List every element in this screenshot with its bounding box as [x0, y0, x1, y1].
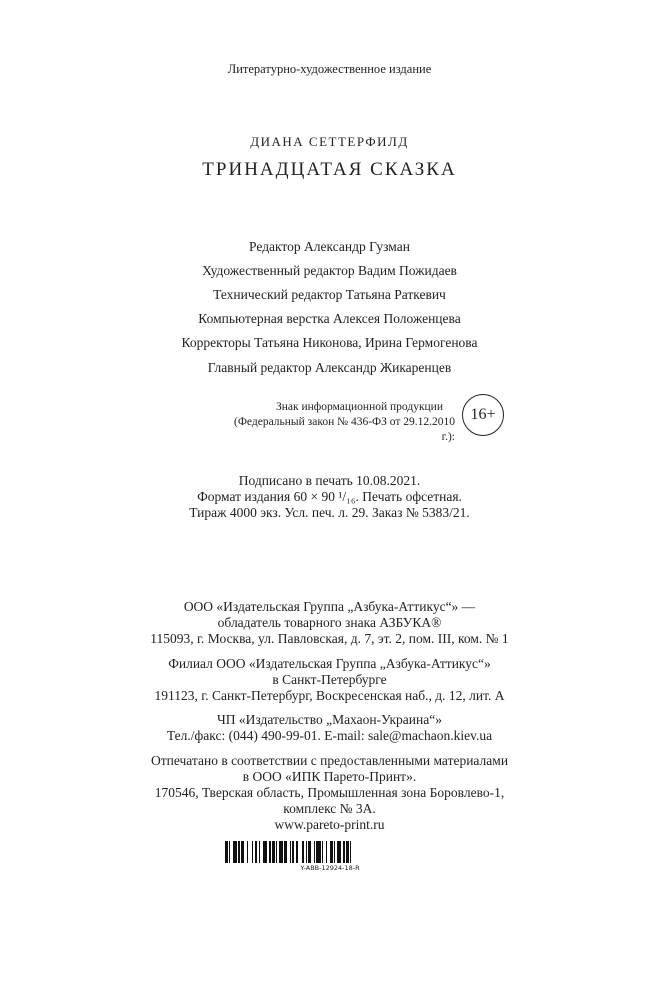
age-mark-line1: Знак информационной продукции [276, 401, 443, 413]
publisher-line: обладатель товарного знака АЗБУКА® [217, 615, 442, 630]
publisher-line: ООО «Издательская Группа „Азбука-Аттикус“» — [183, 599, 476, 614]
print-info-line: Подписано в печать 10.08.2021. [238, 473, 421, 488]
credit-line: Корректоры Татьяна Никонова, Ирина Гермогенова [181, 335, 478, 350]
print-info-line: Формат издания 60 × 90 ¹/₁₆. Печать офсетная. [197, 489, 462, 504]
age-rating-badge: 16+ [462, 394, 504, 436]
ukraine-line: Тел./факс: (044) 490-99-01. E-mail: sale@machaon.kiev.ua [166, 728, 493, 743]
edition-type: Литературно-художественное издание [227, 62, 432, 76]
printer-line: Отпечатано в соответствии с предоставленными материалами [150, 753, 509, 768]
barcode-stripe [351, 841, 354, 863]
ukraine-line: ЧП «Издательство „Махаон-Украина“» [217, 712, 442, 727]
credit-line: Художественный редактор Вадим Пожидаев [202, 263, 457, 278]
chief-editor-line: Главный редактор Александр Жикаренцев [207, 360, 452, 375]
branch-line: 191123, г. Санкт-Петербург, Воскресенская наб., д. 12, лит. А [154, 688, 505, 703]
printer-line: 170546, Тверская область, Промышленная зона Боровлево-1, [154, 785, 505, 800]
branch-line: в Санкт-Петербурге [272, 672, 387, 687]
barcode [225, 841, 435, 863]
barcode-text: Y-ABB-12924-18-R [300, 864, 360, 872]
age-mark-line2: (Федеральный закон № 436-ФЗ от 29.12.2010 г.): [234, 416, 455, 443]
publisher-line: 115093, г. Москва, ул. Павловская, д. 7, эт. 2, пом. III, ком. № 1 [150, 631, 509, 646]
print-info-line: Тираж 4000 экз. Усл. печ. л. 29. Заказ № 5383/21. [189, 505, 470, 520]
printer-line: комплекс № 3А. [283, 801, 376, 816]
credit-line: Компьютерная верстка Алексея Положенцева [198, 311, 461, 326]
printer-line: в ООО «ИПК Парето-Принт». [242, 769, 417, 784]
book-title: ТРИНАДЦАТАЯ СКАЗКА [202, 159, 457, 180]
credit-line: Технический редактор Татьяна Раткевич [213, 287, 446, 302]
credit-line: Редактор Александр Гузман [249, 239, 410, 254]
printer-website: www.pareto-print.ru [274, 817, 385, 832]
branch-line: Филиал ООО «Издательская Группа „Азбука-Аттикус“» [168, 656, 491, 671]
author-name: ДИАНА СЕТТЕРФИЛД [250, 134, 409, 149]
age-mark-label [225, 400, 455, 445]
